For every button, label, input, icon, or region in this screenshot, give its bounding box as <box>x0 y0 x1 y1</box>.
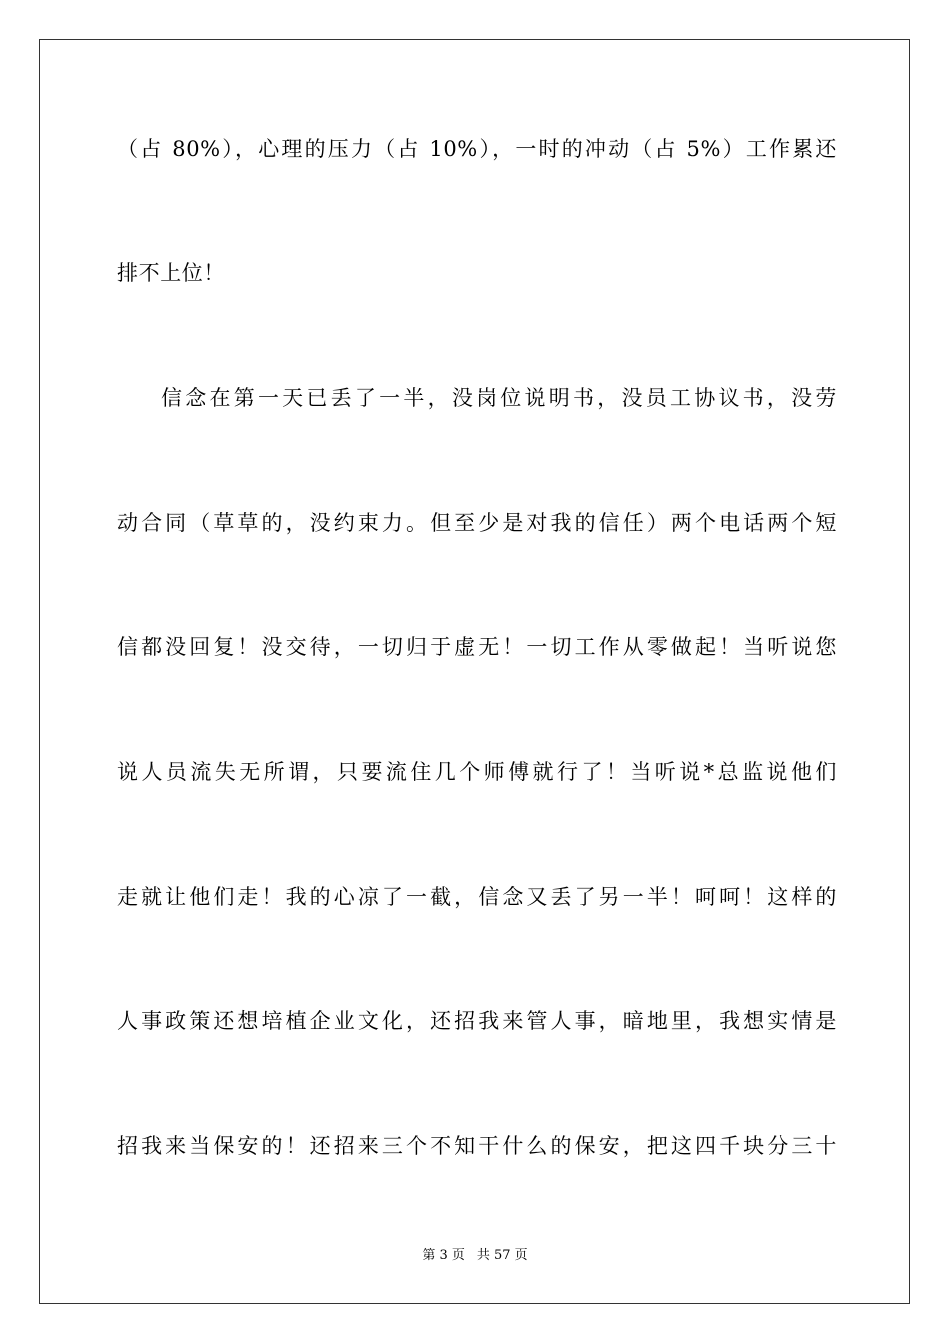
page-total: 共 57 页 <box>476 1248 528 1263</box>
text-line-6: 说人员流失无所谓，只要流住几个师傅就行了！当听说*总监说他们 <box>117 760 837 784</box>
text-line-1: （占 80%），心理的压力（占 10%），一时的冲动（占 5%）工作累还 <box>117 137 837 161</box>
text-line-8: 人事政策还想培植企业文化，还招我来管人事，暗地里，我想实情是 <box>117 1009 837 1033</box>
text-line-7: 走就让他们走！我的心凉了一截，信念又丢了另一半！呵呵！这样的 <box>117 885 837 909</box>
text-line-9: 招我来当保安的！还招来三个不知干什么的保安，把这四千块分三十 <box>117 1134 837 1158</box>
page-footer <box>0 1248 950 1264</box>
text-line-3: 信念在第一天已丢了一半，没岗位说明书，没员工协议书，没劳 <box>161 386 837 410</box>
text-line-5: 信都没回复！没交待，一切归于虚无！一切工作从零做起！当听说您 <box>117 635 837 659</box>
text-line-4: 动合同（草草的，没约束力。但至少是对我的信任）两个电话两个短 <box>117 511 837 535</box>
text-line-2: 排不上位！ <box>117 261 225 285</box>
page-number: 第 3 页 <box>422 1248 465 1263</box>
page-border <box>39 39 910 1304</box>
